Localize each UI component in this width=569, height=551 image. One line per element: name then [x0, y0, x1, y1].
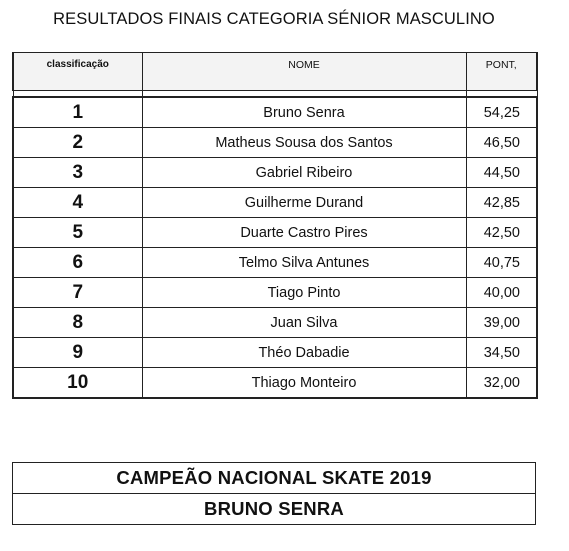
table-row — [13, 278, 537, 308]
rank-cell: 4 — [13, 188, 142, 218]
table-row — [13, 188, 537, 218]
points-cell: 40,00 — [466, 278, 537, 308]
points-cell: 46,50 — [466, 128, 537, 158]
name-cell: Gabriel Ribeiro — [142, 158, 466, 188]
name-cell: Théo Dabadie — [142, 338, 466, 368]
points-cell: 42,50 — [466, 218, 537, 248]
points-cell: 39,00 — [466, 308, 537, 338]
champion-name: BRUNO SENRA — [13, 493, 535, 524]
name-cell: Bruno Senra — [142, 97, 466, 128]
champion-box — [12, 462, 536, 525]
table-row — [13, 248, 537, 278]
table-row — [13, 338, 537, 368]
points-cell: 54,25 — [466, 97, 537, 128]
name-cell: Matheus Sousa dos Santos — [142, 128, 466, 158]
name-cell: Juan Silva — [142, 308, 466, 338]
rank-cell: 3 — [13, 158, 142, 188]
points-cell: 34,50 — [466, 338, 537, 368]
points-cell: 32,00 — [466, 368, 537, 399]
table-row — [13, 97, 537, 128]
rank-cell: 2 — [13, 128, 142, 158]
results-table — [12, 52, 538, 399]
rank-cell: 6 — [13, 248, 142, 278]
rank-cell: 5 — [13, 218, 142, 248]
name-cell: Tiago Pinto — [142, 278, 466, 308]
table-row — [13, 128, 537, 158]
header-points: PONT, — [466, 53, 537, 91]
points-cell: 40,75 — [466, 248, 537, 278]
table-row — [13, 158, 537, 188]
header-rank: classificação — [13, 53, 142, 91]
header-name: NOME — [142, 53, 466, 91]
name-cell: Guilherme Durand — [142, 188, 466, 218]
champion-heading: CAMPEÃO NACIONAL SKATE 2019 — [116, 467, 432, 488]
table-row — [13, 368, 537, 399]
name-cell: Duarte Castro Pires — [142, 218, 466, 248]
points-cell: 44,50 — [466, 158, 537, 188]
rank-cell: 8 — [13, 308, 142, 338]
table-row — [13, 308, 537, 338]
page-title: RESULTADOS FINAIS CATEGORIA SÉNIOR MASCULINO — [53, 10, 495, 28]
name-cell: Telmo Silva Antunes — [142, 248, 466, 278]
table-row — [13, 218, 537, 248]
rank-cell: 7 — [13, 278, 142, 308]
table-header-row — [13, 53, 537, 91]
rank-cell: 10 — [13, 368, 142, 399]
name-cell: Thiago Monteiro — [142, 368, 466, 399]
rank-cell: 9 — [13, 338, 142, 368]
points-cell: 42,85 — [466, 188, 537, 218]
rank-cell: 1 — [13, 97, 142, 128]
